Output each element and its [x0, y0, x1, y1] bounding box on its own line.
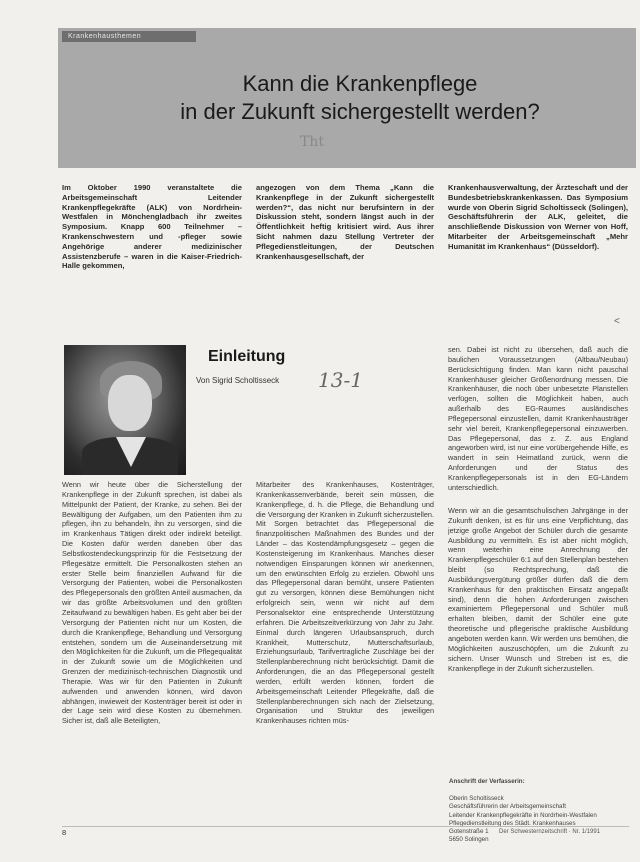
body-column-3-bottom: Wenn wir an die gesamtschulischen Jahrgänge in der Zukunft denken, ist es für uns eine Verpflichtung, das jetzige große Angebot der Schüler durch die gesamte Ausbildung zu vermitteln. Es ist aber nicht möglich, wenn weiterhin eine Anrechnung der Krankenpflegeschüler 6:1 auf den Stellenplan bestehen bleibt (so Rechtsprechung, daß die Ausbildungsvergütung größer dürfen daß die dem Krankenhaus für den praktischen Einsatz angepaßt sind), denn die hohen Anforderungen zwischen examiniertem Pflegepersonal und Schüler muß erhalten bleiben, damit der Schüler eine gute theoretische und pflegerische praktische Ausbildung angeboten werden kann. Wir werden uns bemühen, die Möglichkeiten auszuschöpfen, um die Zukunft zu sichern. Unser Wunsch und Streben ist es, die Krankenpflege in der Zukunft sicherzustellen.: [448, 506, 628, 673]
journal-footer: Der Schwesternzeitschrift · Nr. 1/1991: [499, 829, 601, 835]
handwritten-mark: 13-1: [318, 368, 363, 392]
intro-column-2: angezogen von dem Thema „Kann die Krankenpflege in der Zukunft sichergestellt werden?“, das nicht nur berufsintern in der Diskussion steht, sondern längst auch in der Öffentlichkeit heftig kritisiert wird. Aus ihrer Sicht nahmen dazu Stellung Vertreter der Pflegedienstleitungen, der Deutschen Krankenhausgesellschaft, der: [256, 183, 434, 261]
author-line: Gotenstraße 1: [449, 828, 489, 836]
intro-column-3: Krankenhausverwaltung, der Ärzteschaft und der Bundesbetriebskrankenkassen. Das Symposium wurde von Oberin Sigrid Scholtisseck (Solingen), Geschäftsführerin der ALK, geleitet, die anschließende Diskussion von Werner von Hoff, Mitarbeiter der Arbeitsgemeinschaft „Mehr Humanität im Krankenhaus“ (Düsseldorf).: [448, 183, 628, 251]
intro-column-1: Im Oktober 1990 veranstaltete die Arbeitsgemeinschaft Leitender Krankenpflegekräfte (ALK) von Nordrhein-Westfalen in Mönchengladbach ihr zweites Symposium. Knapp 600 Teilnehmer – Krankenschwestern und -pfleger sowie Angehörige anderer medizinischer Assistenzberufe – waren in die Kaiser-Friedrich-Halle gekommen,: [62, 183, 242, 271]
author-line: Leitender Krankenpflegekräfte in Nordrhein-Westfalen: [449, 811, 597, 819]
section-heading: Einleitung: [208, 348, 286, 365]
article-title: [110, 70, 610, 126]
author-line: Pflegedienstleitung des Städt. Krankenhauses: [449, 819, 576, 827]
title-line-2: in der Zukunft sichergestellt werden?: [180, 99, 540, 124]
body-column-1: Wenn wir heute über die Sicherstellung der Krankenpflege in der Zukunft sprechen, ist dabei als Mittelpunkt der Patient, der Kranke, zu sehen. Bei der Bewältigung der Aufgaben, um den Patienten ihm zu pflegen, ihn zu behandeln, ihn zu versorgen, sind die im Krankenhaus Tätigen direkt oder indirekt beteiligt. Die Kosten dafür werden daneben über das Selbstkostendeckungsprinzip für die Festsetzung der Pflegesätze ermittelt. Die Personalkosten stehen an erster Stelle beim finanziellen Aufwand für die Versorgung der Patienten, wobei die Personalkosten des Pflegepersonals den größten Anteil ausmachen, da wir das größte Arbeitsvolumen und den größten Zeitaufwand zu bewältigen haben. Es geht aber bei der Versorgung der Patienten nicht nur um Kosten, die durch die Krankenpflege, Behandlung und Versorgung entstehen, sondern um die Auseinandersetzung mit den Möglichkeiten für die Zukunft, um die Pflegequalität in der Zukunft sowie um die Möglichkeiten und Grenzen der medizinisch-technischen Diagnostik und Therapie. Was wir für den Patienten in Zukunft aufwenden und anwenden können, wird davon abhängen, inwieweit der Kostenträger bereit ist oder in der Lage sein wird diese Kosten zu übernehmen. Sicher ist, daß alle Beteiligten,: [62, 480, 242, 726]
byline: Von Sigrid Scholtisseck: [196, 376, 280, 385]
body-column-2: Mitarbeiter des Krankenhauses, Kostenträger, Krankenkassenverbände, bereit sein müssen, die Krankenpflege, d. h. die Pflege, die Behandlung und die Versorgung der Kranken in Zukunft sicherzustellen. Mit Sorgen betrachtet das Pflegepersonal die finanzpolitischen Maßnahmen des Bundes und der Länder – das Kostendämpfungsgesetz – gegen die Kostensteigerung im Krankenhaus. Manches dieser notwendigen Einsparungen können wir anerkennen, um den erwünschten Erfolg zu erzielen. Obwohl uns das Pflegepersonal daran bemüht, unsere Patienten gut zu versorgen, können diese Bemühungen nicht erfolgreich sein, wenn wir nicht auf dem Personalsektor eine entsprechende Unterstützung erfahren. Die Arbeitszeitverkürzung von Jahr zu Jahr. Einmal durch längeren Urlaubsanspruch, durch Krankheit, Mutterschutz, Mutterschaftsurlaub, Erziehungsurlaub, Tarifvertragliche Zuschläge bei der Stellenplanberechnung nicht berücksichtigt. Damit die Anforderungen, die an das Pflegepersonal gestellt werden, erfüllt werden können, fordert die Arbeitsgemeinschaft Leitender Pflegekräfte, daß die Stellenplanberechnungen sich nach der Zielsetzung, Organisation und Struktur des jeweiligen Krankenhauses richten müs-: [256, 480, 434, 726]
author-line: Geschäftsführerin der Arbeitsgemeinschaft: [449, 803, 566, 811]
author-line: 5650 Solingen: [449, 836, 489, 844]
margin-mark: <: [614, 316, 620, 327]
handwritten-stamp: Tht: [300, 134, 324, 150]
body-column-3-top: sen. Dabei ist nicht zu übersehen, daß auch die baulichen Voraussetzungen (Altbau/Neubau) Berücksichtigung finden. Man kann nicht pauschal Krankenhäuser gleicher Größenordnung messen. Die Krankenhäuser, die noch über unbesetzte Planstellen verfügen, sollten die Möglichkeit haben, auch außerhalb des EG-Raumes ausländisches Pflegepersonal einzustellen, damit Krankenhausträger sehr viel bereit, Krankenpflegepersonal einzuwerben. Das Pflegepersonal, das z. Z. aus England angeworben wird, ist nur eine vorübergehende Hilfe, es wandert in sein Heimatland zurück, wenn die Anforderungen und der Status des Krankenpflegepersonals ist in den EG-Ländern unterschiedlich.: [448, 345, 628, 492]
author-photo: [64, 345, 186, 475]
author-address-heading: Anschrift der Verfasserin:: [449, 778, 525, 785]
section-label: Krankenhausthemen: [62, 31, 196, 42]
page-number: 8: [62, 828, 67, 837]
footer-rule: [62, 826, 629, 827]
author-line: Oberin Scholtisseck: [449, 795, 504, 803]
title-line-1: Kann die Krankenpflege: [242, 71, 478, 96]
